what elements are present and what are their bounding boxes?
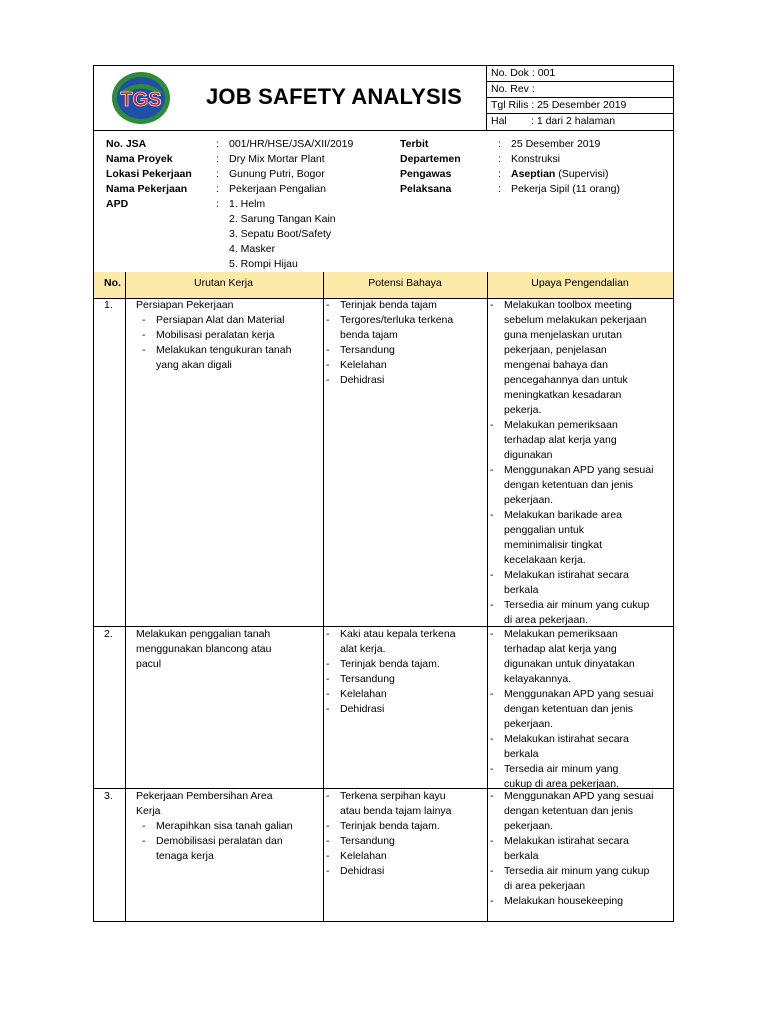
control-item: - Melakukan istirahat secara berkala xyxy=(490,835,629,862)
row-2-urutan-kerja xyxy=(136,627,321,672)
company-logo-icon xyxy=(110,70,172,126)
control-item: - Melakukan istirahat secara berkala xyxy=(490,569,629,596)
label-nama-proyek: Nama Proyek xyxy=(106,153,173,165)
label-lokasi: Lokasi Pekerjaan xyxy=(106,168,192,180)
control-item: - Melakukan barikade area penggalian untuk meminimalisir tingkat kecelakaan kerja. xyxy=(490,509,622,566)
row-3-no: 3. xyxy=(104,790,113,802)
row-1-potensi-bahaya xyxy=(326,298,484,388)
value-nama-proyek: Dry Mix Mortar Plant xyxy=(229,153,325,165)
document-meta xyxy=(486,66,674,130)
urutan-step: - Persiapan Alat dan Material xyxy=(142,314,285,326)
meta-tgl-rilis: Tgl Rilis : 25 Desember 2019 xyxy=(487,98,674,114)
control-item: - Melakukan pemeriksaan terhadap alat kerja yang digunakan xyxy=(490,419,618,461)
document-title: JOB SAFETY ANALYSIS xyxy=(206,84,463,109)
value-departemen: Konstruksi xyxy=(511,153,561,165)
control-item: - Tersedia air minum yang cukup di area pekerjaan xyxy=(490,865,650,892)
hazard-item: - Kelelahan xyxy=(326,359,387,371)
header-upaya-pengendalian: Upaya Pengendalian xyxy=(531,277,629,289)
hazard-item: - Dehidrasi xyxy=(326,374,385,386)
header-urutan-kerja: Urutan Kerja xyxy=(194,277,253,289)
hazard-item: - Tersandung xyxy=(326,835,395,847)
apd-item: 5. Rompi Hijau xyxy=(229,258,298,270)
label-apd: APD xyxy=(106,198,129,210)
job-info: No. JSA : 001/HR/HSE/JSA/XII/2019 Nama Proyek : Dry Mix Mortar Plant Lokasi Pekerjaan : Gunung Putri, Bogor Nama Pekerjaan : Pekerjaan Pengalian APD : 1. Helm 2. Sarung Tangan Kain 3. Sepatu Boot/Safety 4. Masker 5. Rompi Hijau Terbit : 25 Desember 2019 Departemen : Konstruksi Pengawas : Aseptian (Supervisi) Pelaksana : Pekerja Sipil (11 orang) xyxy=(94,130,673,273)
meta-no-rev: No. Rev : xyxy=(487,82,674,98)
column-divider xyxy=(487,272,488,921)
control-item: - Tersedia air minum yang cukup di area pekerjaan. xyxy=(490,763,619,790)
urutan-title: Persiapan Pekerjaan xyxy=(136,299,234,311)
apd-item: 1. Helm xyxy=(229,198,266,210)
urutan-step: - Merapihkan sisa tanah galian xyxy=(142,820,293,832)
value-pengawas: Aseptian (Supervisi) xyxy=(511,168,609,180)
control-item: - Menggunakan APD yang sesuai dengan ketentuan dan jenis pekerjaan. xyxy=(490,790,654,832)
control-item: - Menggunakan APD yang sesuai dengan ketentuan dan jenis pekerjaan. xyxy=(490,464,654,506)
apd-item: 4. Masker xyxy=(229,243,276,255)
hazard-item: - Kelelahan xyxy=(326,688,387,700)
row-3-potensi-bahaya xyxy=(326,789,484,879)
label-departemen: Departemen xyxy=(400,153,461,165)
control-item: - Melakukan pemeriksaan terhadap alat kerja yang digunakan untuk dinyatakan kelayakannya. xyxy=(490,628,635,685)
hazard-item: - Terinjak benda tajam. xyxy=(326,658,440,670)
control-item: - Melakukan toolbox meeting sebelum melakukan pekerjaan guna menjelaskan urutan pekerjaan, penjelasan mengenai bahaya dan pencegahannya dan untuk meningkatkan kesadaran pekerja. xyxy=(490,299,647,416)
row-2-potensi-bahaya xyxy=(326,627,484,717)
row-2-upaya-pengendalian xyxy=(490,627,672,792)
document-header xyxy=(94,66,673,131)
urutan-title: Melakukan penggalian tanah menggunakan blancong atau pacul xyxy=(136,628,272,670)
row-1-no: 1. xyxy=(104,299,113,311)
urutan-step: - Demobilisasi peralatan dan tenaga kerja xyxy=(142,835,283,862)
column-divider xyxy=(125,272,126,921)
control-item: - Menggunakan APD yang sesuai dengan ketentuan dan jenis pekerjaan. xyxy=(490,688,654,730)
hazard-item: - Dehidrasi xyxy=(326,865,385,877)
row-3-upaya-pengendalian xyxy=(490,789,672,909)
value-lokasi: Gunung Putri, Bogor xyxy=(229,168,325,180)
label-no-jsa: No. JSA xyxy=(106,138,147,150)
value-nama-pekerjaan: Pekerjaan Pengalian xyxy=(229,183,326,195)
row-1-upaya-pengendalian xyxy=(490,298,672,628)
label-nama-pekerjaan: Nama Pekerjaan xyxy=(106,183,188,195)
hazard-item: - Terinjak benda tajam xyxy=(326,299,437,311)
apd-item: 2. Sarung Tangan Kain xyxy=(229,213,336,225)
urutan-step: - Melakukan tengukuran tanah yang akan digali xyxy=(142,344,292,371)
hazard-item: - Tergores/terluka terkena benda tajam xyxy=(326,314,454,341)
control-item: - Tersedia air minum yang cukup di area pekerjaan. xyxy=(490,599,650,626)
logo-text: TGS xyxy=(120,89,162,111)
hazard-item: - Dehidrasi xyxy=(326,703,385,715)
row-3-urutan-kerja xyxy=(136,789,321,864)
row-1-urutan-kerja xyxy=(136,298,321,373)
label-pengawas: Pengawas xyxy=(400,168,452,180)
label-pelaksana: Pelaksana xyxy=(400,183,452,195)
row-2-no: 2. xyxy=(104,628,113,640)
column-divider xyxy=(323,272,324,921)
control-item: - Melakukan housekeeping xyxy=(490,895,624,907)
hazard-item: - Tersandung xyxy=(326,344,395,356)
hazard-item: - Kelelahan xyxy=(326,850,387,862)
header-potensi-bahaya: Potensi Bahaya xyxy=(368,277,442,289)
label-terbit: Terbit xyxy=(400,138,429,150)
hazard-item: - Terkena serpihan kayu atau benda tajam lainya xyxy=(326,790,452,817)
table-header xyxy=(94,272,673,299)
jsa-document xyxy=(93,65,674,922)
apd-item: 3. Sepatu Boot/Safety xyxy=(229,228,332,240)
meta-no-dok: No. Dok : 001 xyxy=(487,66,674,82)
header-no: No. xyxy=(104,277,121,289)
value-terbit: 25 Desember 2019 xyxy=(511,138,601,150)
urutan-step: - Mobilisasi peralatan kerja xyxy=(142,329,275,341)
meta-hal: Hal : 1 dari 2 halaman xyxy=(491,115,616,127)
urutan-title: Pekerjaan Pembersihan Area Kerja xyxy=(136,790,273,817)
value-pelaksana: Pekerja Sipil (11 orang) xyxy=(511,183,620,195)
hazard-item: - Tersandung xyxy=(326,673,395,685)
hazard-item: - Terinjak benda tajam. xyxy=(326,820,440,832)
hazard-item: - Kaki atau kepala terkena alat kerja. xyxy=(326,628,456,655)
control-item: - Melakukan istirahat secara berkala xyxy=(490,733,629,760)
value-no-jsa: 001/HR/HSE/JSA/XII/2019 xyxy=(229,138,354,150)
